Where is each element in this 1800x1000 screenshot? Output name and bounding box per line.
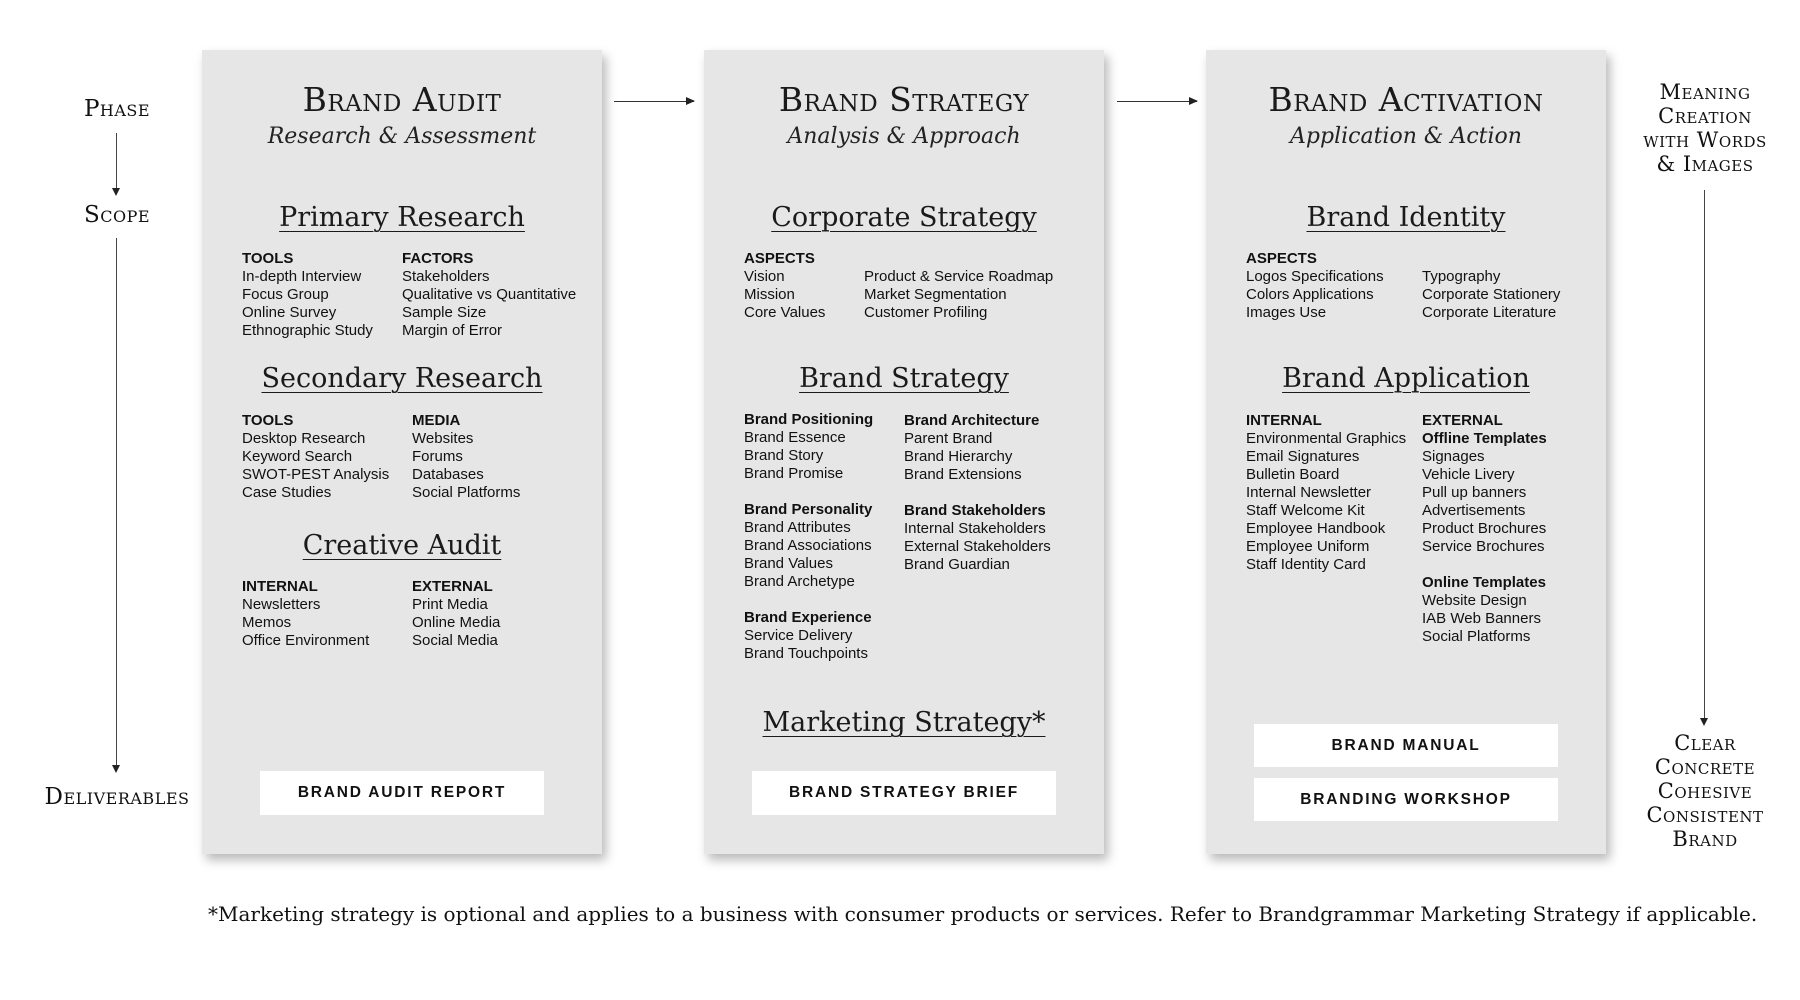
list-item: Qualitative vs Quantitative: [402, 286, 577, 303]
list-item: Focus Group: [242, 286, 329, 303]
group-header: Brand Architecture: [904, 412, 1040, 429]
list-item: Stakeholders: [402, 268, 490, 285]
axis-arrow-down-icon: [112, 765, 120, 773]
list-item: Service Brochures: [1422, 538, 1545, 555]
list-item: Bulletin Board: [1246, 466, 1340, 483]
list-item: Images Use: [1246, 304, 1327, 321]
list-column: [1246, 412, 1406, 574]
list-column: [402, 250, 576, 340]
section-title-brand-identity: Brand Identity: [1306, 202, 1506, 233]
list-column: [242, 412, 389, 502]
list-item: Logos Specifications: [1246, 268, 1384, 285]
column-header: ASPECTS: [744, 250, 815, 267]
group-subheader: Offline Templates: [1422, 430, 1547, 447]
axis-line-phase-scope: [116, 133, 117, 188]
axis-line-scope-deliverables: [116, 238, 117, 765]
list-item: Employee Uniform: [1246, 538, 1370, 555]
list-item: Brand Guardian: [904, 556, 1010, 573]
section-title-secondary-research: Secondary Research: [261, 363, 543, 394]
panel-brand-activation: [1206, 50, 1606, 854]
deliverable-branding-workshop: BRANDING WORKSHOP: [1254, 778, 1558, 821]
list-item: Online Media: [412, 614, 501, 631]
list-item: Pull up banners: [1422, 484, 1527, 501]
column-header: TOOLS: [242, 412, 294, 429]
list-item: Email Signatures: [1246, 448, 1360, 465]
text-line: Concrete: [1654, 755, 1756, 779]
list-item: Brand Promise: [744, 465, 844, 482]
group-header: Brand Personality: [744, 501, 873, 518]
list-item: Office Environment: [242, 632, 370, 649]
flow-arrow-icon: [1117, 101, 1197, 102]
panel-title: Brand Activation: [1268, 80, 1544, 119]
list-item: Internal Stakeholders: [904, 520, 1046, 537]
list-item: Brand Hierarchy: [904, 448, 1013, 465]
axis-scope-label: Scope: [83, 202, 151, 228]
footnote: *Marketing strategy is optional and applies to a business with consumer products or services. Refer to Brandgrammar Marketing Strategy if applicable.: [208, 902, 1758, 926]
group-header: Brand Experience: [744, 609, 872, 626]
list-item: Advertisements: [1422, 502, 1526, 519]
group-header: EXTERNAL: [1422, 412, 1503, 429]
section-title-corporate-strategy: Corporate Strategy: [771, 202, 1037, 233]
axis-phase-label: Phase: [83, 96, 151, 122]
deliverable-brand-manual: BRAND MANUAL: [1254, 724, 1558, 767]
list-item: Newsletters: [242, 596, 321, 613]
list-column: [412, 578, 500, 650]
list-item: Corporate Stationery: [1422, 286, 1561, 303]
list-item: Social Platforms: [412, 484, 521, 501]
list-item: Forums: [412, 448, 463, 465]
group-header: Brand Stakeholders: [904, 502, 1046, 519]
list-column: [744, 250, 825, 322]
list-item: Product Brochures: [1422, 520, 1547, 537]
column-header: ASPECTS: [1246, 250, 1317, 267]
text-line: Consistent: [1646, 803, 1764, 827]
panel-title: Brand Strategy: [778, 80, 1030, 119]
list-item: In-depth Interview: [242, 268, 362, 285]
list-column: [242, 578, 369, 650]
list-item: Service Delivery: [744, 627, 853, 644]
list-item: Websites: [412, 430, 474, 447]
list-item: Core Values: [744, 304, 826, 321]
list-item: Brand Touchpoints: [744, 645, 868, 662]
list-item: Brand Essence: [744, 429, 846, 446]
list-column: [1246, 250, 1384, 322]
panel-brand-strategy: [704, 50, 1104, 854]
list-item: Sample Size: [402, 304, 487, 321]
text-line: Creation: [1658, 104, 1752, 128]
list-column: [1422, 412, 1547, 646]
list-item: Environmental Graphics: [1246, 430, 1407, 447]
list-item: Typography: [1422, 268, 1501, 285]
column-header: TOOLS: [242, 250, 294, 267]
list-column: [242, 250, 373, 340]
list-item: SWOT-PEST Analysis: [242, 466, 390, 483]
text-line: Brand: [1672, 827, 1738, 851]
list-item: Print Media: [412, 596, 488, 613]
list-item: Customer Profiling: [864, 304, 988, 321]
list-item: Internal Newsletter: [1246, 484, 1372, 501]
text-line: Meaning: [1659, 80, 1751, 104]
list-item: Staff Welcome Kit: [1246, 502, 1365, 519]
panel-title: Brand Audit: [302, 80, 502, 119]
list-item: Market Segmentation: [864, 286, 1007, 303]
list-item: Desktop Research: [242, 430, 366, 447]
deliverable-brand-audit-report: BRAND AUDIT REPORT: [260, 771, 544, 815]
panel-brand-audit: [202, 50, 602, 854]
list-item: Colors Applications: [1246, 286, 1374, 303]
list-item: Margin of Error: [402, 322, 503, 339]
list-item: Employee Handbook: [1246, 520, 1386, 537]
list-item: Brand Story: [744, 447, 824, 464]
list-item: Website Design: [1422, 592, 1527, 609]
list-item: Signages: [1422, 448, 1485, 465]
list-item: Brand Archetype: [744, 573, 855, 590]
list-item: Brand Attributes: [744, 519, 851, 536]
column-header: MEDIA: [412, 412, 461, 429]
meaning-creation-text: [1630, 80, 1780, 176]
text-line: with Words: [1643, 128, 1767, 152]
list-column: [744, 411, 873, 663]
list-item: Memos: [242, 614, 292, 631]
list-column: [904, 412, 1051, 574]
list-item: Staff Identity Card: [1246, 556, 1366, 573]
list-item: Vehicle Livery: [1422, 466, 1515, 483]
list-item: Online Survey: [242, 304, 337, 321]
column-header: INTERNAL: [242, 578, 318, 595]
list-column: [864, 268, 1053, 322]
flow-arrow-icon: [614, 101, 694, 102]
list-item: Brand Extensions: [904, 466, 1022, 483]
panel-subtitle: Analysis & Approach: [787, 124, 1021, 149]
text-line: & Images: [1656, 152, 1754, 176]
panel-subtitle: Application & Action: [1290, 124, 1522, 149]
list-item: Case Studies: [242, 484, 332, 501]
section-title-creative-audit: Creative Audit: [302, 530, 502, 561]
list-item: Vision: [744, 268, 785, 285]
clear-brand-text: [1630, 731, 1780, 851]
column-header: FACTORS: [402, 250, 474, 267]
panel-subtitle: Research & Assessment: [267, 124, 537, 149]
list-item: IAB Web Banners: [1422, 610, 1541, 627]
list-item: Social Media: [412, 632, 498, 649]
section-title-brand-strategy: Brand Strategy: [799, 363, 1009, 394]
list-item: Mission: [744, 286, 795, 303]
list-item: Parent Brand: [904, 430, 993, 447]
list-item: Ethnographic Study: [242, 322, 373, 339]
list-item: Social Platforms: [1422, 628, 1531, 645]
section-title-brand-application: Brand Application: [1282, 363, 1530, 394]
right-axis-line: [1704, 190, 1705, 718]
deliverable-brand-strategy-brief: BRAND STRATEGY BRIEF: [752, 771, 1056, 815]
list-column: [1422, 268, 1560, 322]
axis-deliverables-label: Deliverables: [44, 784, 190, 810]
list-item: Databases: [412, 466, 484, 483]
section-title-marketing-strategy: Marketing Strategy*: [762, 707, 1046, 738]
axis-arrow-down-icon: [112, 188, 120, 196]
column-header: EXTERNAL: [412, 578, 493, 595]
list-column: [412, 412, 520, 502]
list-item: External Stakeholders: [904, 538, 1051, 555]
list-item: Keyword Search: [242, 448, 353, 465]
list-item: Corporate Literature: [1422, 304, 1557, 321]
right-arrow-down-icon: [1700, 718, 1708, 726]
group-header: Brand Positioning: [744, 411, 874, 428]
list-item: Brand Values: [744, 555, 833, 572]
group-header: INTERNAL: [1246, 412, 1322, 429]
text-line: Cohesive: [1657, 779, 1753, 803]
list-item: Product & Service Roadmap: [864, 268, 1054, 285]
list-item: Brand Associations: [744, 537, 872, 554]
text-line: Clear: [1674, 731, 1736, 755]
group-header: Online Templates: [1422, 574, 1546, 591]
section-title-primary-research: Primary Research: [279, 202, 525, 233]
